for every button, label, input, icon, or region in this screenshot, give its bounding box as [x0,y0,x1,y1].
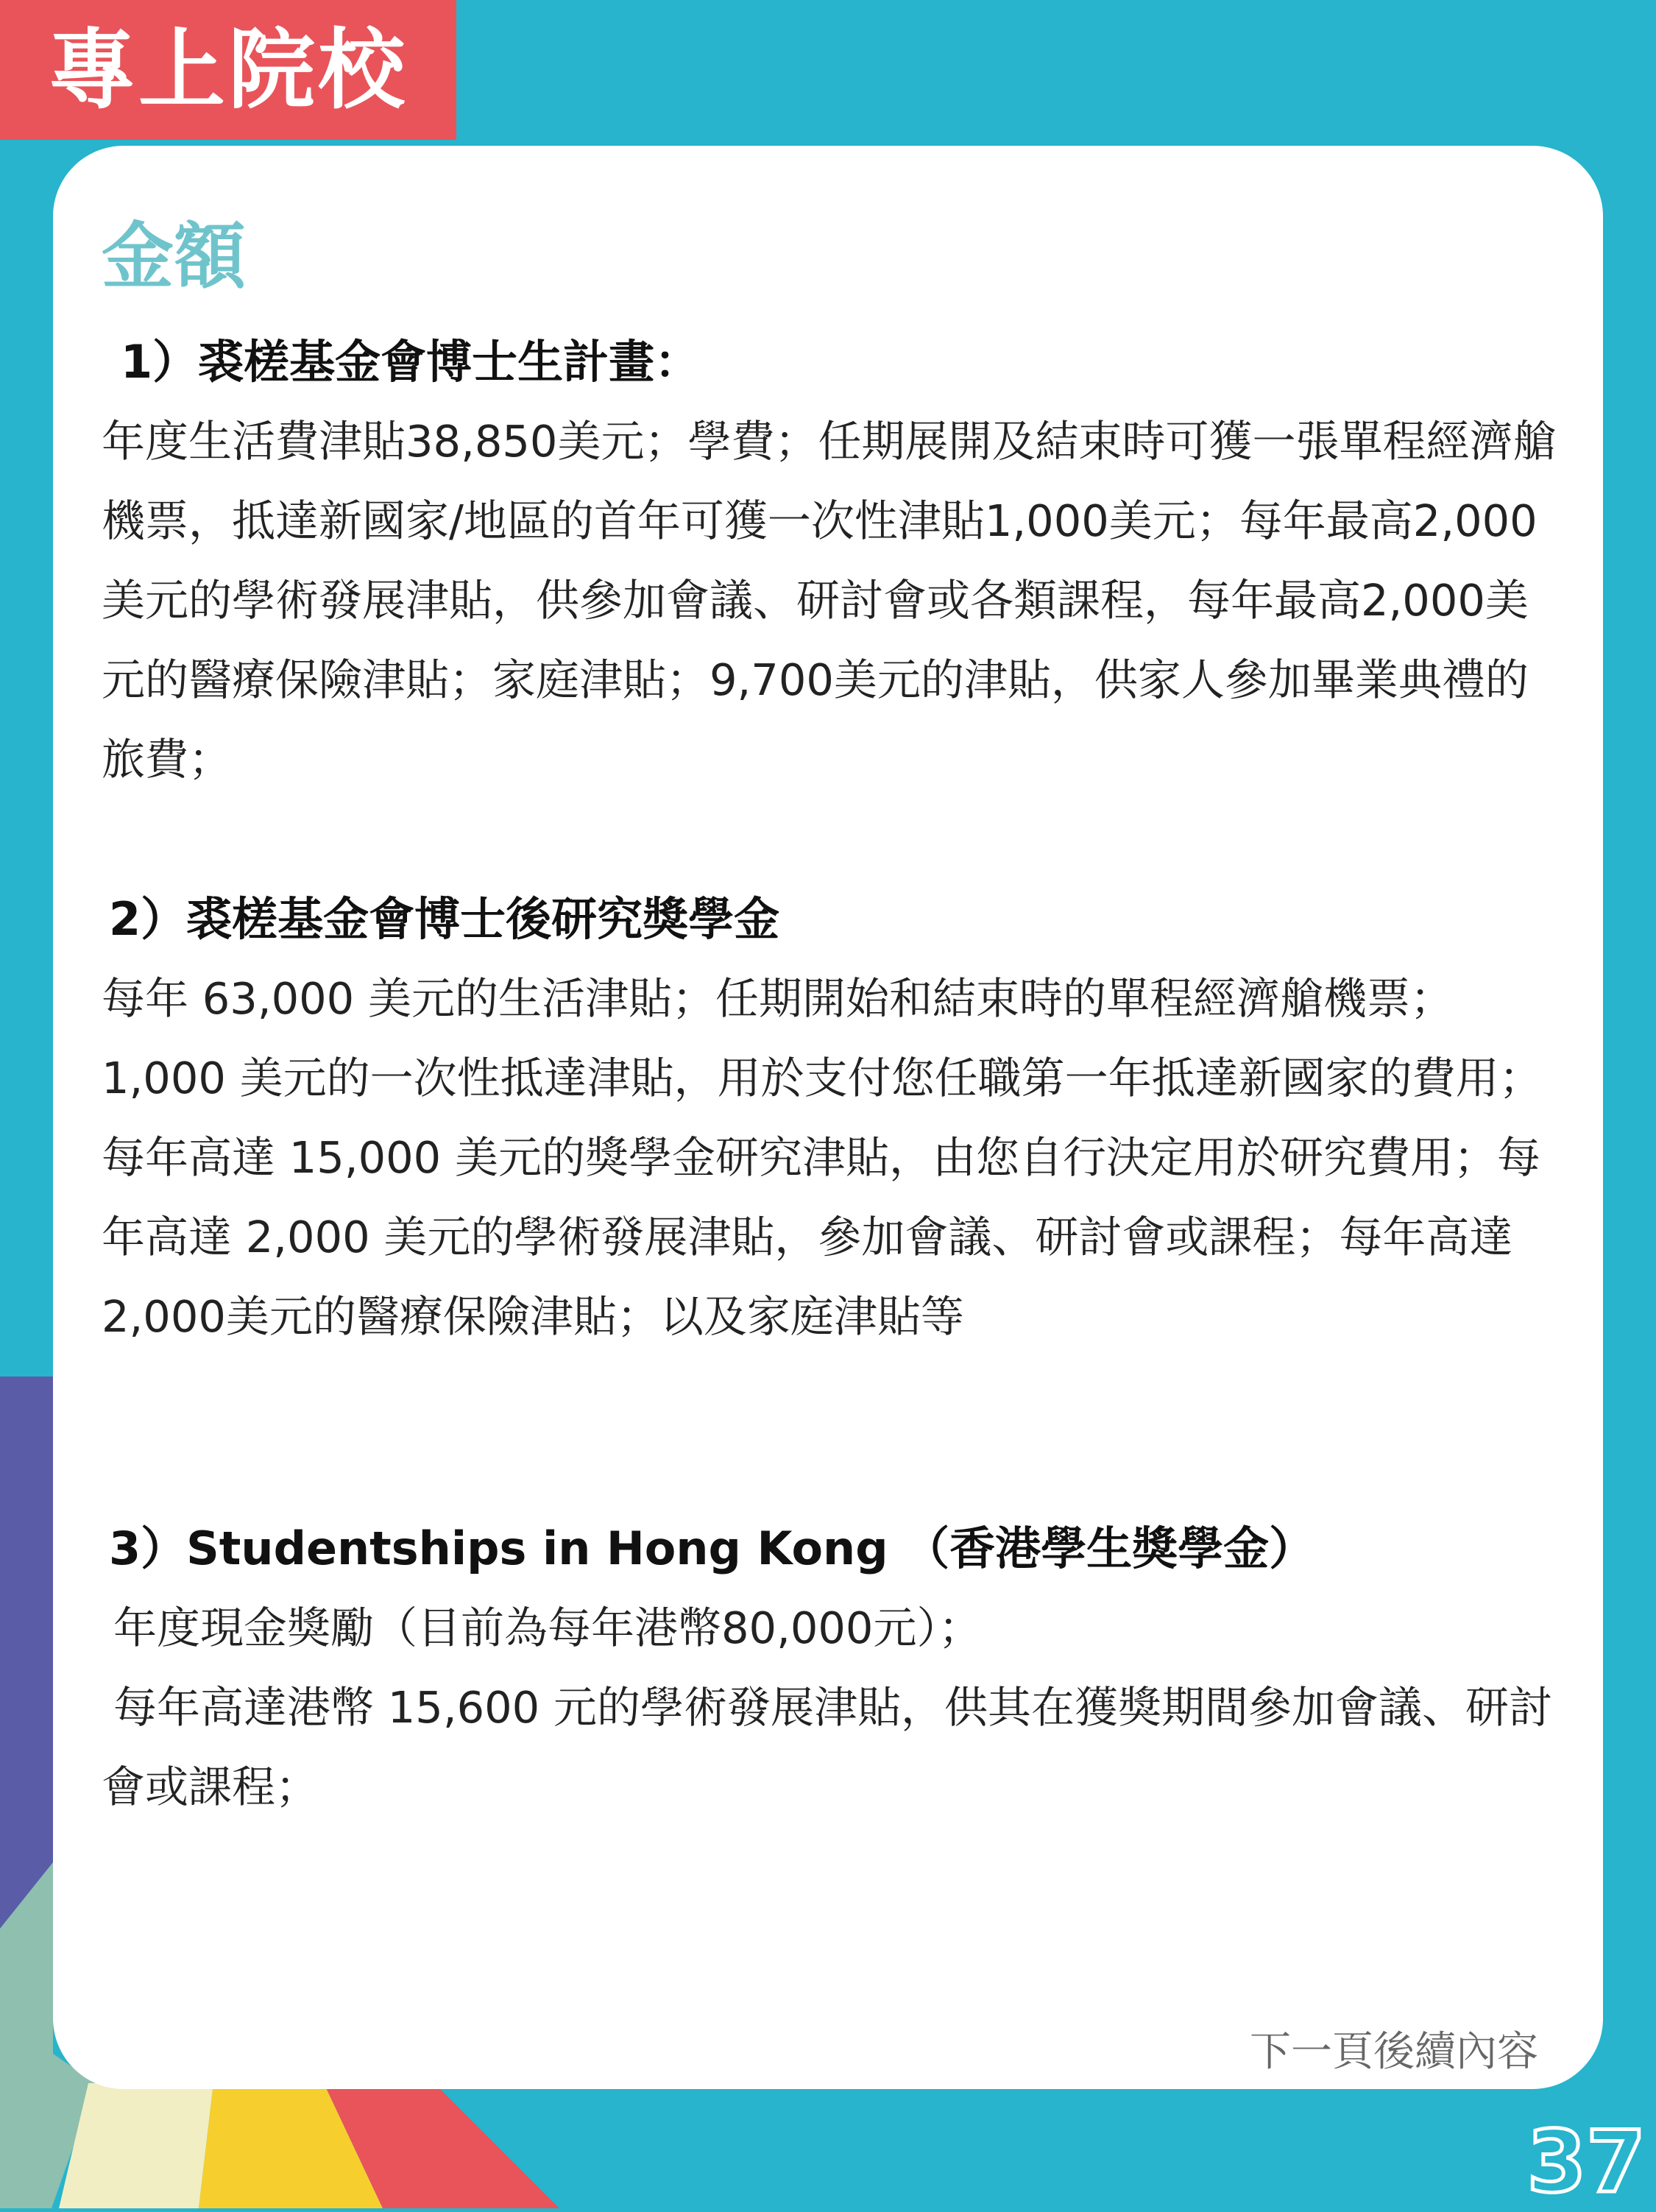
item-3 [102,1509,1559,1827]
item-2-heading: 2）裘槎基金會博士後研究獎學金 [109,892,780,946]
category-tag [0,0,456,140]
section-title: 金額 [102,215,247,299]
item-2 [102,880,1559,1357]
item-1-heading: 1）裘槎基金會博士生計畫： [121,335,701,389]
stripe-cream [59,2083,213,2208]
stripe-purple [0,1377,53,1929]
item-3-heading: 3）Studentships in Hong Kong （香港學生獎學金） [109,1522,1315,1575]
item-2-paragraph: 每年 63,000 美元的生活津貼；任期開始和結束時的單程經濟艙機票；1,000 美元的一次性抵達津貼，用於支付您任職第一年抵達新國家的費用；每年高達 15,000 美元的獎學金研究津貼，由您自行決定用於研究費用；每年高達 2,000 美元的學術發展津貼，參加會議、研討會或課程；每年高達2,000美元的醫療保險津貼；以及家庭津貼等 [102,973,1543,1342]
page-number: 37 [1526,2113,1646,2212]
stripe-red [324,2083,559,2208]
continued-note: 下一頁後續內容 [1250,2028,1538,2076]
item-3-paragraph-2: 每年高達港幣 15,600 元的學術發展津貼，供其在獲獎期間參加會議、研討會或課程； [102,1682,1552,1812]
item-3-paragraph-1: 年度現金獎勵（目前為每年港幣80,000元）； [113,1603,982,1653]
item-1 [102,322,1559,799]
item-1-paragraph: 年度生活費津貼38,850美元；學費；任期展開及結束時可獲一張單程經濟艙機票，抵達新國家/地區的首年可獲一次性津貼1,000美元；每年最高2,000美元的學術發展津貼，供參加會議、研討會或各類課程，每年最高2,000美元的醫療保險津貼；家庭津貼；9,700美元的津貼，供家人參加畢業典禮的旅費； [102,416,1557,785]
category-tag-label: 專上院校 [48,19,408,121]
stripe-yellow [199,2083,383,2208]
